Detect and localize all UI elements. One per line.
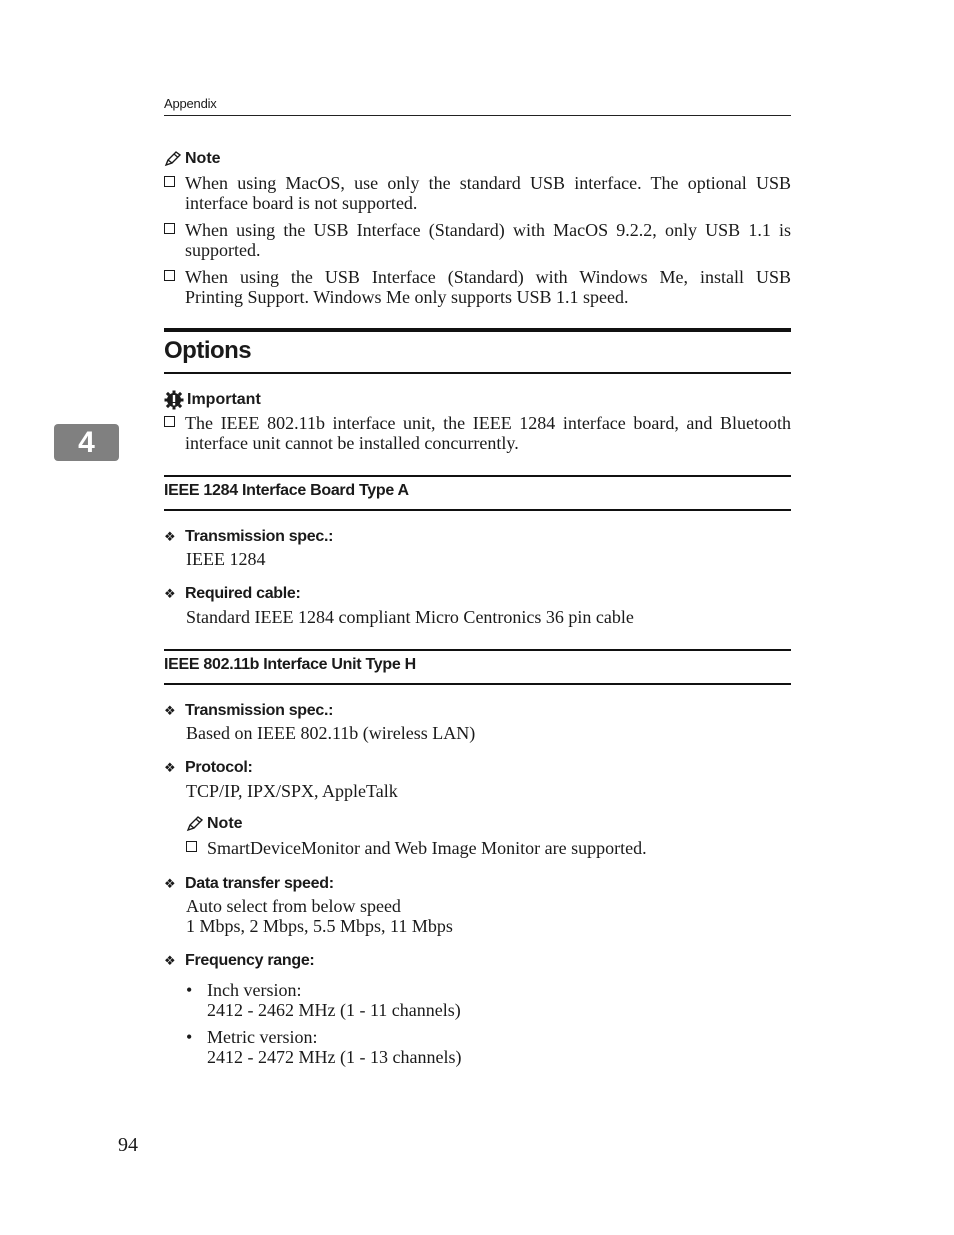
spec-value: Auto select from below speed 1 Mbps, 2 Mbps, 5.5 Mbps, 11 Mbps — [186, 896, 453, 936]
subsection-rule-bottom — [164, 509, 791, 511]
note-item: When using MacOS, use only the standard USB interface. The optional USB interface board is not supported. — [164, 173, 791, 213]
subsection-title: IEEE 802.11b Interface Unit Type H — [164, 656, 416, 673]
subsection-rule-top — [164, 649, 791, 651]
spec-heading: ❖ Transmission spec.: — [164, 528, 334, 545]
important-heading: Important — [164, 390, 261, 410]
checkbox-icon — [164, 270, 175, 281]
section-rule-bottom — [164, 372, 791, 374]
spec-value: Based on IEEE 802.11b (wireless LAN) — [186, 723, 476, 743]
pencil-icon — [186, 816, 204, 832]
checkbox-icon — [164, 223, 175, 234]
list-item: • Inch version: 2412 - 2462 MHz (1 - 11 channels) — [186, 980, 461, 1020]
spec-value: Standard IEEE 1284 compliant Micro Centronics 36 pin cable — [186, 607, 634, 627]
bullet-icon: • — [186, 980, 193, 1000]
spec-value: TCP/IP, IPX/SPX, AppleTalk — [186, 781, 398, 801]
diamond-bullet-icon: ❖ — [164, 760, 176, 775]
pencil-icon — [164, 151, 182, 167]
note-item: SmartDeviceMonitor and Web Image Monitor are supported. — [186, 838, 791, 858]
spec-heading: ❖ Required cable: — [164, 585, 301, 602]
spec-heading: ❖ Frequency range: — [164, 952, 315, 969]
checkbox-icon — [164, 176, 175, 187]
diamond-bullet-icon: ❖ — [164, 953, 176, 968]
diamond-bullet-icon: ❖ — [164, 586, 176, 601]
chapter-tab: 4 — [54, 424, 119, 461]
checkbox-icon — [186, 841, 197, 852]
important-item: The IEEE 802.11b interface unit, the IEEE 1284 interface board, and Bluetooth interface unit cannot be installed concurrently. — [164, 413, 791, 453]
running-head: Appendix — [164, 96, 217, 111]
diamond-bullet-icon: ❖ — [164, 703, 176, 718]
diamond-bullet-icon: ❖ — [164, 876, 176, 891]
subsection-rule-bottom — [164, 683, 791, 685]
note-heading: Note — [186, 815, 243, 833]
spec-heading: ❖ Data transfer speed: — [164, 875, 334, 892]
subsection-title: IEEE 1284 Interface Board Type A — [164, 482, 409, 499]
note-heading: Note — [164, 150, 221, 168]
note-item: When using the USB Interface (Standard) with MacOS 9.2.2, only USB 1.1 is supported. — [164, 220, 791, 260]
spec-value: IEEE 1284 — [186, 549, 266, 569]
section-title: Options — [164, 337, 252, 364]
header-rule — [164, 115, 791, 116]
spec-heading: ❖ Protocol: — [164, 759, 253, 776]
bullet-icon: • — [186, 1027, 193, 1047]
section-rule-top — [164, 328, 791, 332]
list-item: • Metric version: 2412 - 2472 MHz (1 - 13 channels) — [186, 1027, 462, 1067]
spec-heading: ❖ Transmission spec.: — [164, 702, 334, 719]
page-number: 94 — [118, 1134, 138, 1156]
checkbox-icon — [164, 416, 175, 427]
important-icon — [164, 390, 184, 410]
diamond-bullet-icon: ❖ — [164, 529, 176, 544]
subsection-rule-top — [164, 475, 791, 477]
note-item: When using the USB Interface (Standard) with Windows Me, install USB Printing Support. Windows Me only supports USB 1.1 speed. — [164, 267, 791, 307]
